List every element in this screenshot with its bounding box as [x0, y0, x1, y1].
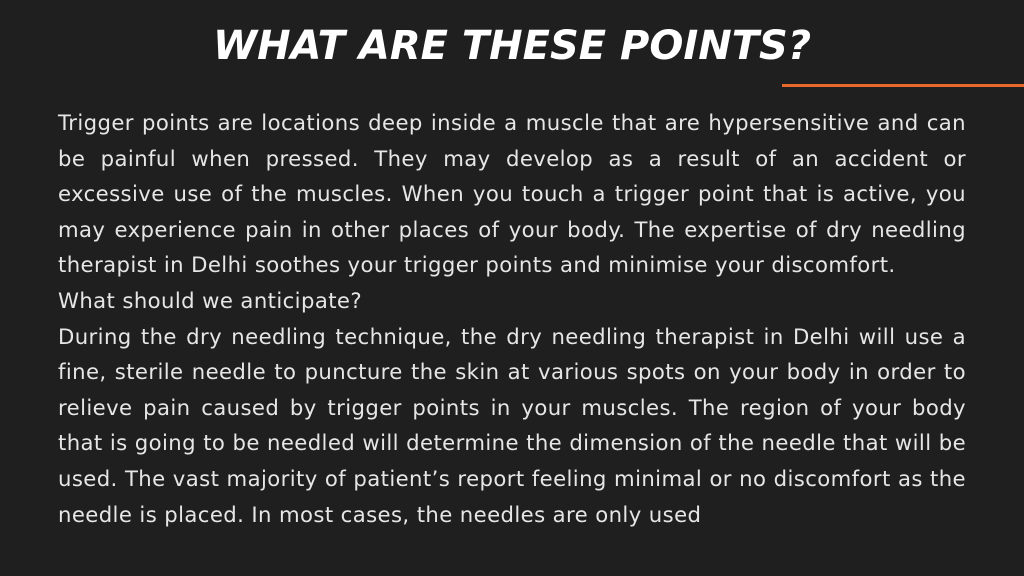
paragraph-trigger-points: Trigger points are locations deep inside a muscle that are hypersensitive and can be painful when pressed. They may develop as a result of an accident or excessive use of the muscles. When you touch a trigger point that is active, you may experience pain in other places of your body. The expertise of dry needling therapist in Delhi soothes your trigger points and minimise your discomfort.: [58, 110, 966, 278]
accent-divider: [782, 84, 1024, 87]
slide-title: WHAT ARE THESE POINTS?: [212, 23, 812, 69]
slide-body: [58, 105, 966, 532]
paragraph-technique: During the dry needling technique, the dry needling therapist in Delhi will use a fine, sterile needle to puncture the skin at various spots on your body in order to relieve pain caused by trigger points in your muscles. The region of your body that is going to be needled will determine the dimension of the needle that will be used. The vast majority of patient’s report feeling minimal or no discomfort as the needle is placed. In most cases, the needles are only used: [58, 323, 966, 527]
paragraph-anticipate-heading: What should we anticipate?: [58, 287, 362, 313]
